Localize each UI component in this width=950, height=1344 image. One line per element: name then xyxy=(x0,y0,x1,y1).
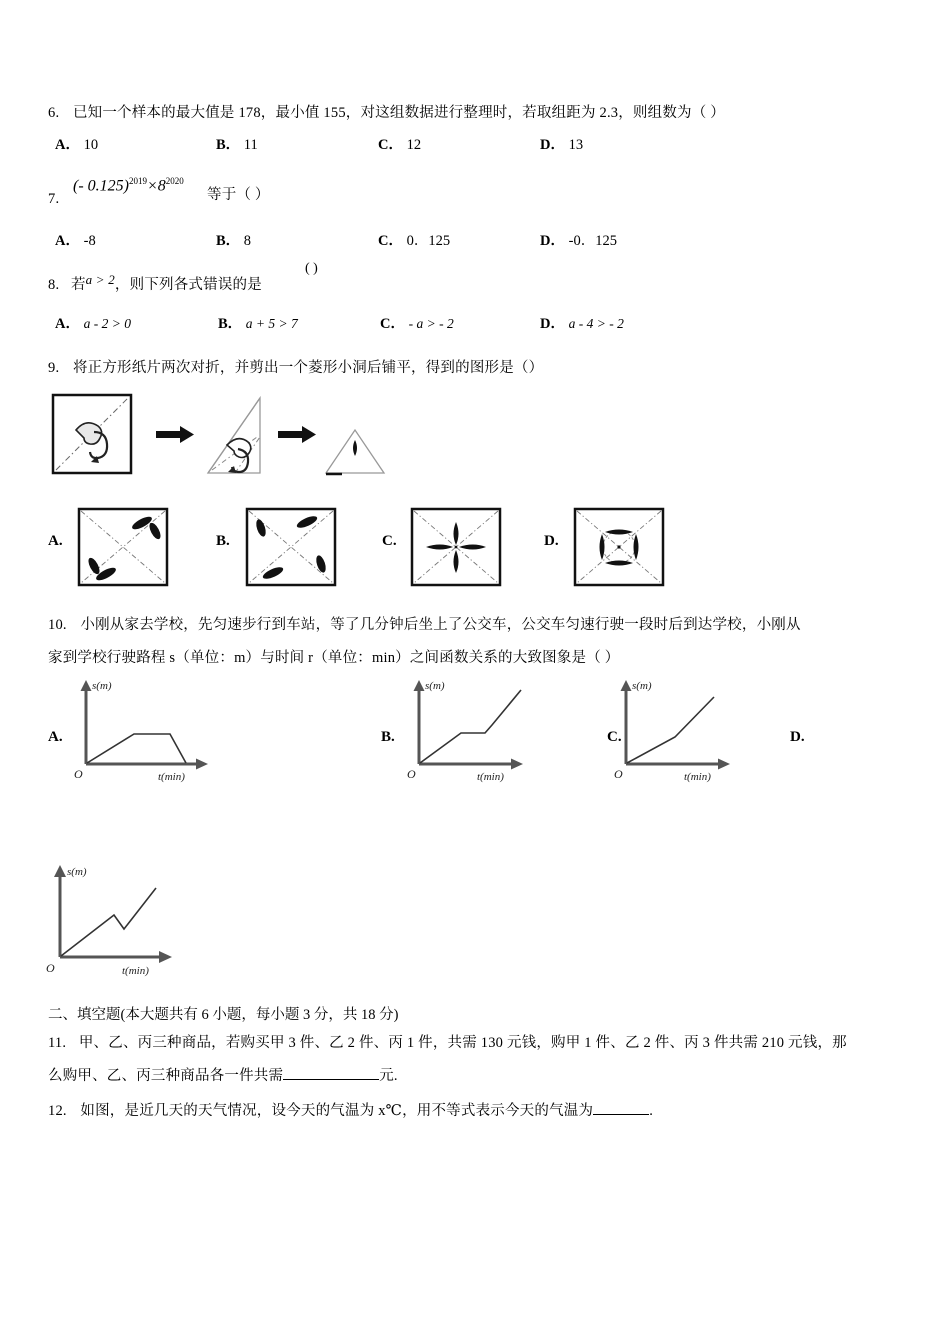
question-7-option-d[interactable] xyxy=(540,230,617,252)
axis-origin-label: O xyxy=(407,767,416,781)
option-label: C． xyxy=(380,316,405,332)
option-label: D． xyxy=(540,233,565,249)
axis-label-y: s(m) xyxy=(67,866,87,878)
question-10-option-a-graph[interactable] xyxy=(62,672,242,782)
question-9-text: 将正方形纸片两次对折，并剪出一个菱形小洞后铺平，得到的图形是（） xyxy=(72,360,544,376)
question-10-text-1: 小刚从家去学校，先匀速步行到车站，等了几分钟后坐上了公交车，公交车匀速行驶一段时后到达学校，小刚从 xyxy=(80,617,801,633)
question-7-number: 7. xyxy=(48,191,60,207)
question-7-stem xyxy=(73,170,184,197)
axis-label-y: s(m) xyxy=(425,680,445,692)
question-10-option-b-graph[interactable] xyxy=(395,672,575,782)
option-value: 8 xyxy=(243,233,252,249)
question-10-option-c-label: C. xyxy=(607,729,622,745)
option-value: -8 xyxy=(83,233,96,249)
option-value: 10 xyxy=(83,137,99,153)
option-label: A． xyxy=(55,233,80,249)
option-value: a - 4 > - 2 xyxy=(568,316,624,331)
option-value: 12 xyxy=(406,137,422,153)
axis-label-y: s(m) xyxy=(632,680,652,692)
question-10-stem-line2: 家到学校行驶路程 s（单位：m）与时间 r（单位：min）之间函数关系的大致图象是（ ） xyxy=(48,650,620,666)
question-10-option-b-label: B. xyxy=(381,729,395,745)
question-10-option-d-label: D. xyxy=(790,729,805,745)
question-11-number: 11. xyxy=(48,1035,67,1051)
option-value: -0．125 xyxy=(568,233,617,249)
question-8-option-b[interactable] xyxy=(218,313,298,335)
question-7-number-wrap xyxy=(48,186,59,212)
option-value: a - 2 > 0 xyxy=(83,316,131,331)
question-11-text-3: 元. xyxy=(379,1068,398,1084)
question-6-option-b[interactable] xyxy=(216,134,258,156)
axis-label-x: t(min) xyxy=(477,771,504,783)
option-value: 11 xyxy=(243,137,258,153)
question-9-number: 9. xyxy=(48,360,60,376)
option-value: 0．125 xyxy=(406,233,451,249)
option-label: B． xyxy=(216,233,241,249)
option-label: D． xyxy=(540,316,565,332)
question-8-option-a[interactable] xyxy=(55,313,131,335)
question-9-option-c-figure[interactable] xyxy=(409,506,503,588)
option-label: C． xyxy=(378,137,403,153)
q7-expr-exponent-1: 2019 xyxy=(128,176,147,186)
question-7-option-a[interactable] xyxy=(55,230,96,252)
q8-stem-pre: 若 xyxy=(70,277,86,293)
axis-origin-label: O xyxy=(46,961,55,975)
question-8-stem xyxy=(48,272,262,298)
question-10-option-d-graph[interactable] xyxy=(32,852,242,977)
q7-expr-mid: ×8 xyxy=(146,177,166,195)
question-11-line1 xyxy=(48,1030,847,1056)
option-label: A． xyxy=(55,137,80,153)
question-8-number: 8. xyxy=(48,277,60,293)
question-10-option-a-label: A. xyxy=(48,729,63,745)
question-9-option-a-label: A. xyxy=(48,533,63,549)
question-7-option-b[interactable] xyxy=(216,230,251,252)
question-9-option-d-figure[interactable] xyxy=(572,506,666,588)
q7-expr-base: (- 0.125) xyxy=(73,177,129,195)
question-6-option-d[interactable] xyxy=(540,134,583,156)
question-8-option-d[interactable] xyxy=(540,313,624,335)
question-12-text-1: 如图，是近几天的天气情况，设今天的气温为 x℃，用不等式表示今天的气温为 xyxy=(80,1103,594,1119)
q8-answer-paren: ( ) xyxy=(305,261,318,276)
question-6-stem xyxy=(48,100,725,126)
option-label: C． xyxy=(378,233,403,249)
question-9-option-a-figure[interactable] xyxy=(76,506,170,588)
question-12-line1 xyxy=(48,1098,653,1124)
axis-origin-label: O xyxy=(614,767,623,781)
q8-condition: a > 2 xyxy=(85,272,115,287)
option-value: 13 xyxy=(568,137,584,153)
question-10-stem-line1 xyxy=(48,612,801,638)
question-9-option-c-label: C. xyxy=(382,533,397,549)
question-9-stem xyxy=(48,355,543,381)
question-7-tail: 等于（ ） xyxy=(207,187,270,203)
question-11-line2 xyxy=(48,1063,398,1089)
question-9-fold-sequence xyxy=(50,390,390,485)
q8-stem-post: ，则下列各式错误的是 xyxy=(114,277,262,293)
question-6-option-a[interactable] xyxy=(55,134,98,156)
axis-label-x: t(min) xyxy=(684,771,711,783)
question-6-option-c[interactable] xyxy=(378,134,421,156)
axis-label-x: t(min) xyxy=(158,771,185,783)
question-12-text-2: . xyxy=(649,1103,654,1119)
question-9-option-b-figure[interactable] xyxy=(244,506,338,588)
question-12-number: 12. xyxy=(48,1103,67,1119)
question-11-text-2: 么购甲、乙、丙三种商品各一件共需 xyxy=(48,1068,284,1084)
option-label: D． xyxy=(540,137,565,153)
option-label: B． xyxy=(218,316,243,332)
question-11-answer-blank[interactable] xyxy=(283,1065,379,1080)
question-12-answer-blank[interactable] xyxy=(593,1100,649,1115)
question-7-option-c[interactable] xyxy=(378,230,450,252)
question-10-option-c-graph[interactable] xyxy=(602,672,782,782)
axis-label-x: t(min) xyxy=(122,965,149,977)
axis-label-y: s(m) xyxy=(92,680,112,692)
question-6-text: 已知一个样本的最大值是 178，最小值 155，对这组数据进行整理时，若取组距为 2.3，则组数为（ ） xyxy=(72,105,725,121)
section-two-heading: 二、填空题(本大题共有 6 小题，每小题 3 分，共 18 分) xyxy=(48,1007,399,1023)
question-11-text-1: 甲、乙、丙三种商品，若购买甲 3 件、乙 2 件、丙 1 件，共需 130 元钱，购甲 1 件、乙 2 件、丙 3 件共需 210 元钱，那 xyxy=(78,1035,847,1051)
question-9-option-d-label: D. xyxy=(544,533,559,549)
option-label: B． xyxy=(216,137,241,153)
option-value: a + 5 > 7 xyxy=(245,316,298,331)
question-8-option-c[interactable] xyxy=(380,313,454,335)
option-value: - a > - 2 xyxy=(408,316,454,331)
option-label: A． xyxy=(55,316,80,332)
question-10-number: 10. xyxy=(48,617,67,633)
q7-expr-exponent-2: 2020 xyxy=(165,176,184,186)
question-9-option-b-label: B. xyxy=(216,533,230,549)
question-6-number: 6. xyxy=(48,105,60,121)
axis-origin-label: O xyxy=(74,767,83,781)
